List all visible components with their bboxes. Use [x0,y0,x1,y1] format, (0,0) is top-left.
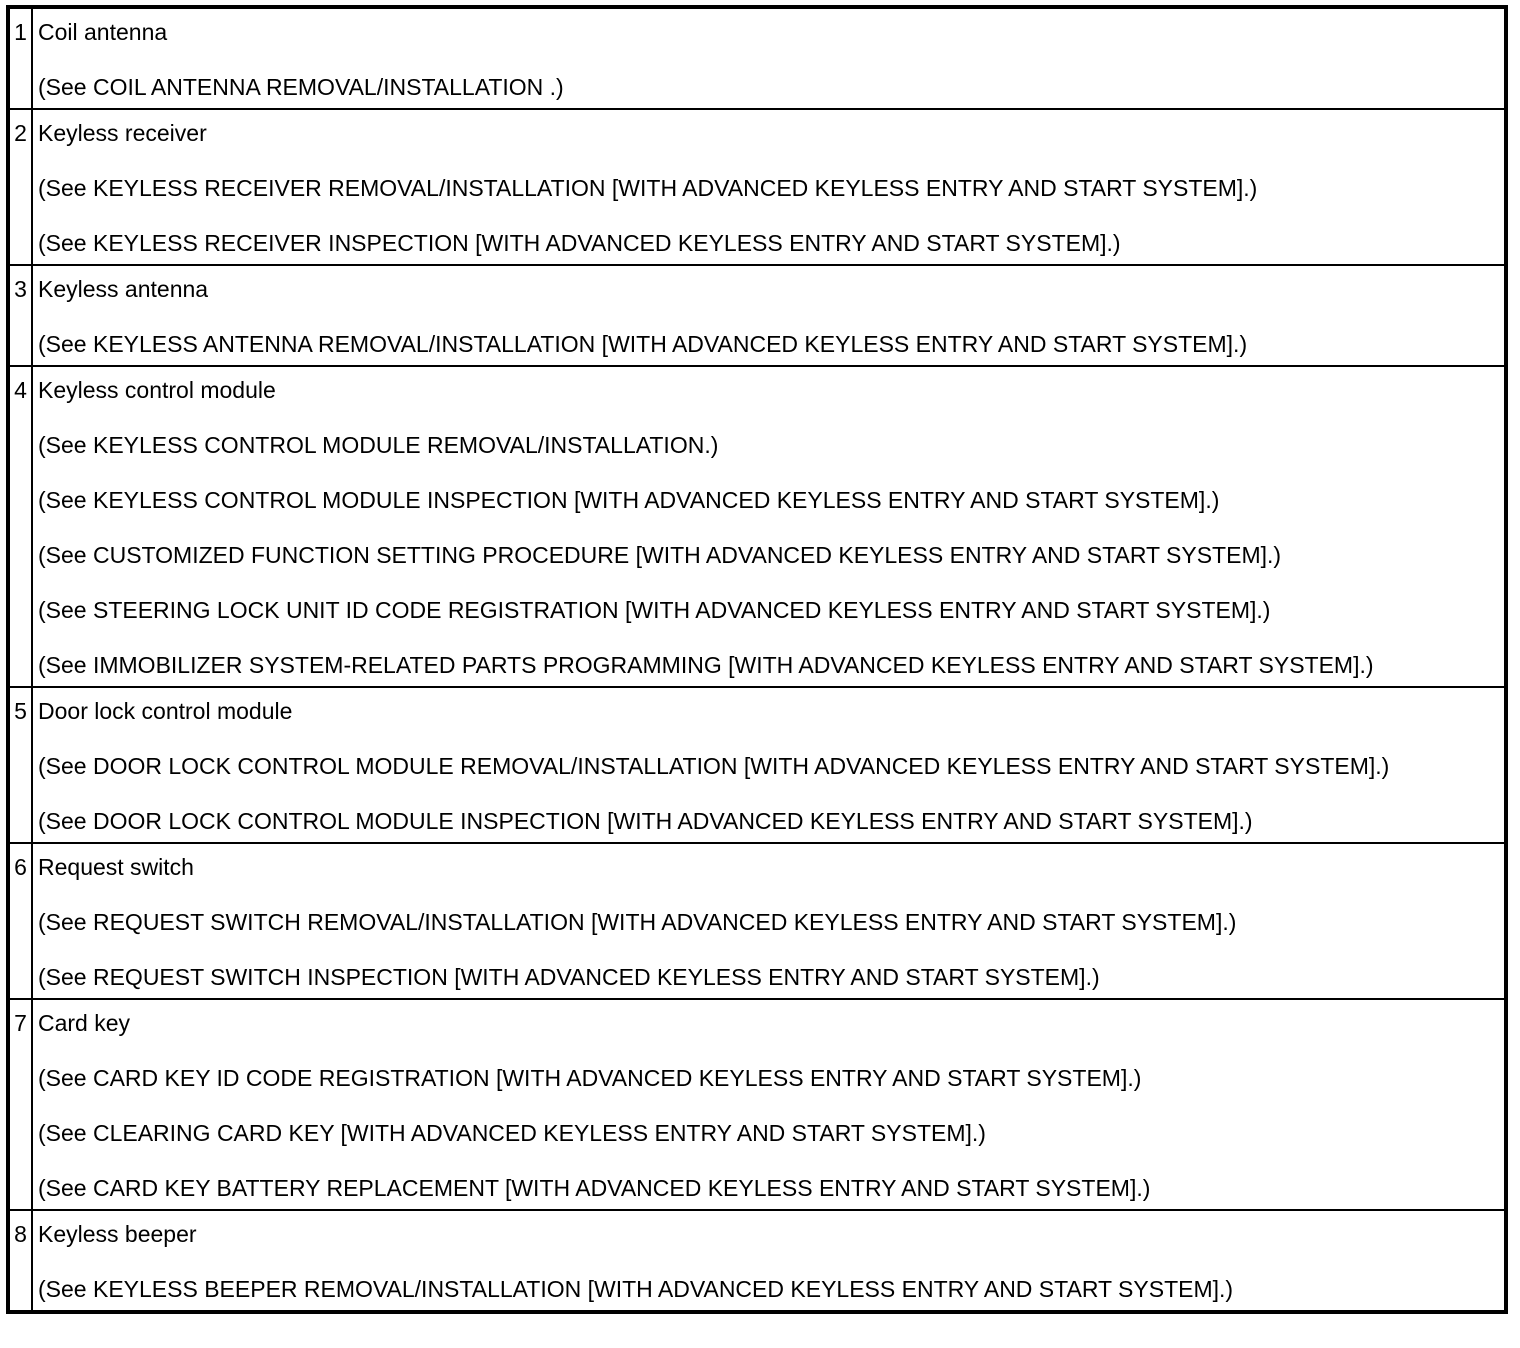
part-description-cell [32,7,1506,109]
procedure-reference: (See DOOR LOCK CONTROL MODULE INSPECTION [WITH ADVANCED KEYLESS ENTRY AND START SYSTEM].) [38,808,1253,834]
table-row [8,7,1506,109]
table-row [8,843,1506,999]
part-name: Keyless antenna [38,276,209,302]
table-row [8,1210,1506,1312]
row-number: 1 [8,7,32,109]
row-number: 2 [8,109,32,265]
procedure-reference: (See REQUEST SWITCH REMOVAL/INSTALLATION [WITH ADVANCED KEYLESS ENTRY AND START SYSTEM].) [38,909,1237,935]
part-description-cell [32,109,1506,265]
procedure-reference: (See KEYLESS CONTROL MODULE INSPECTION [WITH ADVANCED KEYLESS ENTRY AND START SYSTEM].) [38,487,1220,513]
row-number: 3 [8,265,32,366]
procedure-reference: (See CLEARING CARD KEY [WITH ADVANCED KEYLESS ENTRY AND START SYSTEM].) [38,1120,986,1146]
row-number: 4 [8,366,32,687]
procedure-reference: (See KEYLESS ANTENNA REMOVAL/INSTALLATION [WITH ADVANCED KEYLESS ENTRY AND START SYSTEM].) [38,331,1248,357]
part-name: Coil antenna [38,19,168,45]
part-description-cell [32,1210,1506,1312]
part-name: Keyless receiver [38,120,207,146]
part-description-cell [32,687,1506,843]
table-row [8,265,1506,366]
procedure-reference: (See CUSTOMIZED FUNCTION SETTING PROCEDURE [WITH ADVANCED KEYLESS ENTRY AND START SYSTEM].) [38,542,1282,568]
table-row [8,109,1506,265]
row-number: 7 [8,999,32,1210]
table-row [8,366,1506,687]
row-number: 8 [8,1210,32,1312]
part-description-cell [32,999,1506,1210]
parts-table [6,5,1508,1314]
parts-table-body [8,7,1506,1312]
row-number: 6 [8,843,32,999]
part-name: Keyless control module [38,377,276,403]
procedure-reference: (See KEYLESS BEEPER REMOVAL/INSTALLATION [WITH ADVANCED KEYLESS ENTRY AND START SYSTEM].) [38,1276,1234,1302]
procedure-reference: (See DOOR LOCK CONTROL MODULE REMOVAL/INSTALLATION [WITH ADVANCED KEYLESS ENTRY AND START SYSTEM].) [38,753,1390,779]
part-name: Door lock control module [38,698,293,724]
part-description-cell [32,843,1506,999]
part-name: Keyless beeper [38,1221,197,1247]
procedure-reference: (See STEERING LOCK UNIT ID CODE REGISTRATION [WITH ADVANCED KEYLESS ENTRY AND START SYSTEM].) [38,597,1271,623]
procedure-reference: (See REQUEST SWITCH INSPECTION [WITH ADVANCED KEYLESS ENTRY AND START SYSTEM].) [38,964,1100,990]
procedure-reference: (See COIL ANTENNA REMOVAL/INSTALLATION .) [38,74,564,100]
procedure-reference: (See KEYLESS RECEIVER REMOVAL/INSTALLATION [WITH ADVANCED KEYLESS ENTRY AND START SYSTEM].) [38,175,1258,201]
part-description-cell [32,265,1506,366]
row-number: 5 [8,687,32,843]
procedure-reference: (See KEYLESS CONTROL MODULE REMOVAL/INSTALLATION.) [38,432,719,458]
procedure-reference: (See KEYLESS RECEIVER INSPECTION [WITH ADVANCED KEYLESS ENTRY AND START SYSTEM].) [38,230,1121,256]
table-row [8,687,1506,843]
part-name: Card key [38,1010,131,1036]
procedure-reference: (See CARD KEY ID CODE REGISTRATION [WITH ADVANCED KEYLESS ENTRY AND START SYSTEM].) [38,1065,1142,1091]
procedure-reference: (See IMMOBILIZER SYSTEM-RELATED PARTS PROGRAMMING [WITH ADVANCED KEYLESS ENTRY AND START SYSTEM].) [38,652,1374,678]
table-row [8,999,1506,1210]
part-name: Request switch [38,854,194,880]
procedure-reference: (See CARD KEY BATTERY REPLACEMENT [WITH ADVANCED KEYLESS ENTRY AND START SYSTEM].) [38,1175,1151,1201]
part-description-cell [32,366,1506,687]
